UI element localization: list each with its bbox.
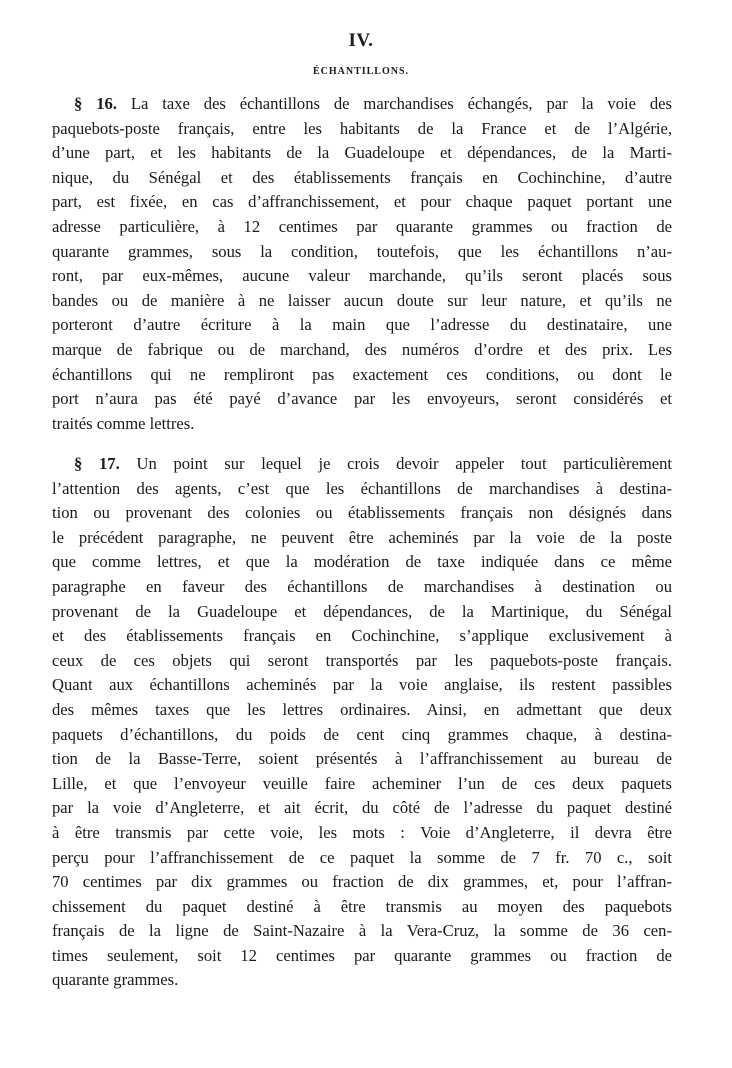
paragraph-line: adresse particulière, à 12 centimes par quarante grammes ou fraction de: [52, 216, 672, 236]
paragraph-line: bandes ou de manière à ne laisser aucun doute sur leur nature, et qu’ils ne: [52, 290, 672, 310]
paragraph-line: perçu pour l’affranchissement de ce paquet la somme de 7 fr. 70 c., soit: [52, 847, 672, 867]
paragraph-line: quarante grammes.: [52, 970, 179, 990]
paragraph-line: que comme lettres, et que la modération de taxe indiquée dans ce même: [52, 552, 672, 572]
paragraph-line: port n’aura pas été payé d’avance par les envoyeurs, seront considérés et: [52, 389, 672, 409]
paragraph-line: échantillons qui ne rempliront pas exactement ces conditions, ou dont le: [52, 364, 672, 384]
paragraph-line: Quant aux échantillons acheminés par la voie anglaise, ils restent passibles: [52, 675, 672, 695]
paragraph-line: traités comme lettres.: [52, 413, 195, 433]
paragraph-line: 70 centimes par dix grammes ou fraction de dix grammes, et, pour l’affran-: [52, 872, 672, 892]
paragraph-line: § 17. Un point sur lequel je crois devoir appeler tout particulièrement: [74, 454, 673, 473]
paragraph-line: nique, du Sénégal et des établissements français en Cochinchine, d’autre: [52, 167, 672, 187]
paragraph-line: d’une part, et les habitants de la Guadeloupe et dépendances, de la Marti-: [52, 143, 672, 163]
paragraph-line: part, est fixée, en cas d’affranchissement, et pour chaque paquet portant une: [52, 192, 672, 212]
paragraph-line: tion de la Basse-Terre, soient présentés à l’affranchissement au bureau de: [52, 749, 672, 769]
paragraph-line: l’attention des agents, c’est que les échantillons de marchandises à destina-: [52, 478, 672, 498]
paragraph-line: ront, par eux-mêmes, aucune valeur marchande, qu’ils seront placés sous: [52, 266, 672, 286]
section-marker: § 17.: [74, 454, 120, 473]
paragraph-line: à être transmis par cette voie, les mots : Voie d’Angleterre, il devra être: [52, 822, 672, 842]
paragraph-16: [52, 92, 672, 436]
paragraph-line: Lille, et que l’envoyeur veuille faire acheminer l’un de ces deux paquets: [52, 773, 672, 793]
paragraph-line: et des établissements français en Cochinchine, s’applique exclusivement à: [52, 626, 672, 646]
paragraph-line: tion ou provenant des colonies ou établissements français non désignés dans: [52, 503, 672, 523]
paragraph-line: français de la ligne de Saint-Nazaire à la Vera-Cruz, la somme de 36 cen-: [52, 921, 672, 941]
paragraph-17: [52, 452, 672, 993]
paragraph-line: le précédent paragraphe, ne peuvent être acheminés par la voie de la poste: [52, 527, 672, 547]
section-number: IV.: [348, 30, 374, 51]
paragraph-line: par la voie d’Angleterre, et ait écrit, du côté de l’adresse du paquet destiné: [52, 798, 672, 818]
paragraph-line: porteront d’autre écriture à la main que l’adresse du destinataire, une: [52, 315, 672, 335]
paragraph-line: provenant de la Guadeloupe et dépendances, de la Martinique, du Sénégal: [52, 601, 672, 621]
paragraph-line: quarante grammes, sous la condition, toutefois, que les échantillons n’au-: [52, 241, 672, 261]
paragraph-line: paquets d’échantillons, du poids de cent cinq grammes chaque, à destina-: [52, 724, 672, 744]
paragraph-line: § 16. La taxe des échantillons de marchandises échangés, par la voie des: [74, 94, 672, 113]
section-title: ÉCHANTILLONS.: [312, 66, 410, 77]
section-marker: § 16.: [74, 94, 117, 113]
paragraph-line: chissement du paquet destiné à être transmis au moyen des paquebots: [52, 896, 672, 916]
paragraph-line: paquebots-poste français, entre les habitants de la France et de l’Algérie,: [52, 118, 672, 138]
paragraph-line: marque de fabrique ou de marchand, des numéros d’ordre et des prix. Les: [52, 339, 672, 359]
paragraph-line: ceux de ces objets qui seront transportés par les paquebots-poste français.: [52, 650, 672, 670]
paragraph-line: times seulement, soit 12 centimes par quarante grammes ou fraction de: [52, 945, 672, 965]
paragraph-line: des mêmes taxes que les lettres ordinaires. Ainsi, en admettant que deux: [52, 699, 672, 719]
paragraph-line: paragraphe en faveur des échantillons de marchandises à destination ou: [52, 576, 672, 596]
